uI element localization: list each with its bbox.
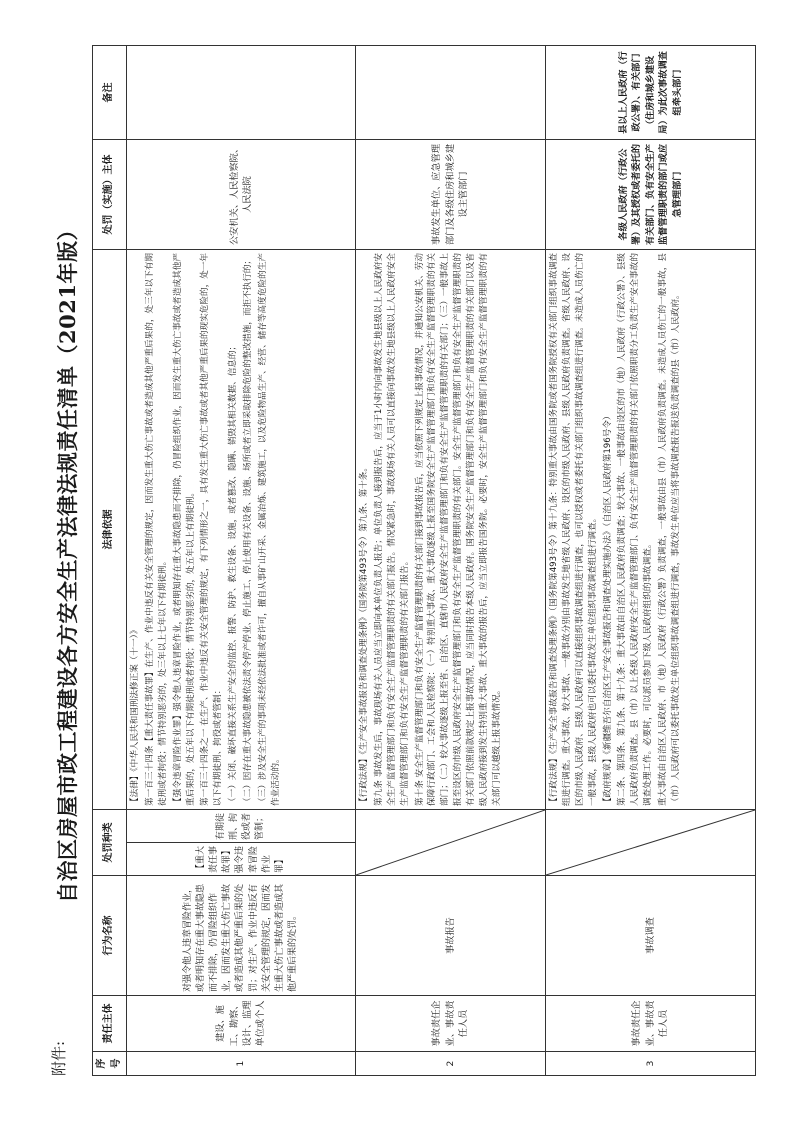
basis-line: 第一百三十四条【重大责任事故罪】在生产、作业中违反有关安全管理的规定，因而发生重大伤亡事故或者造成其他严重后果的，处三年以下有期徒刑或者拘役；情节特别恶劣的，处三年以上七年以下有期徒刑。: [144, 253, 168, 806]
header-basis: 法律依据: [93, 250, 127, 810]
table-row: [546, 46, 756, 1076]
basis-line: 【行政法规】《生产安全事故报告和调查处理条例》（国务院第493号令）第九条、第十条。: [359, 463, 369, 806]
penalty-type-crime: 【重大责任事故罪】强令违章冒险作业罪】: [127, 842, 355, 875]
table-row: [356, 46, 546, 1076]
document-title: 自治区房屋市政工程建设各方安全生产法律法规责任清单（2021年版）: [55, 219, 80, 903]
row-penalty-subject: 各级人民政府（行政公署）及其授权或者委托的有关部门、负有安全生产监督管理职责的部门或应急管理部门: [546, 140, 756, 250]
row-basis: [546, 250, 756, 810]
row-subject: 事故责任企业、事故责任人员: [356, 996, 546, 1052]
basis-line: 【法律】《中华人民共和国刑法修正案（十一）》: [130, 625, 140, 806]
basis-line: （一）关闭、破坏直接关系生产安全的监控、报警、防护、救生设备、设施，或者篡改、隐瞒、销毁其相关数据、信息的；: [228, 341, 239, 806]
row-penalty-type-empty: [356, 810, 546, 876]
header-behavior: 行为名称: [93, 876, 127, 996]
header-penalty-subject: 处罚（实施）主体: [93, 140, 127, 250]
header-penalty-type: 处罚种类: [93, 810, 127, 876]
row-no: 3: [546, 1052, 756, 1076]
row-basis: [127, 250, 356, 810]
header-no: 序号: [93, 1052, 127, 1076]
basis-line: 第一百三十四条之一 在生产、作业中违反有关安全管理的规定，有下列情形之一，具有发生重大伤亡事故或者其他严重后果的现实危险的，处一年以下有期徒刑、拘役或者管制：: [200, 253, 224, 806]
rotated-document-sheet: [46, 46, 746, 1076]
diagonal-slash: [356, 810, 545, 875]
responsibility-table: [92, 45, 756, 1076]
row-penalty-subject: 公安机关、人民检察院、人民法院: [127, 140, 356, 250]
basis-line: 重大事故由自治区人民政府、市（地）人民政府（行政公署）负责调查，一般事故由县（市）人民政府负责调查。未造成人员伤亡的一般事故，县（市）人民政府可以委托事故发生单位组织事故调查组进行调查，事故发生单位应当将事故调查报告报送负责调查的县（市）人民政府。: [658, 253, 682, 806]
row-subject: 建设、施工、勘察、设计、监理单位或个人: [127, 996, 356, 1052]
row-behavior: 事故报告: [356, 876, 546, 996]
basis-line: 【行政法规】《生产安全事故报告和调查处理条例》（国务院第493号令）第十九条：特别重大事故由国务院或者国务院授权有关部门组织事故调查组进行调查。重大事故、较大事故、一般事故分别由事故发生地省级人民政府、设区的市级人民政府、县级人民政府负责调查。省级人民政府、设区的市级人民政府、县级人民政府可以直接组织事故调查组进行调查，也可以授权或者委托有关部门组织事故调查组进行调查。未造成人员伤亡的一般事故，县级人民政府也可以委托事故发生单位组织事故调查组进行调查。: [549, 253, 598, 806]
diagonal-slash: [546, 810, 755, 875]
header-subject: 责任主体: [93, 996, 127, 1052]
row-subject: 事故责任企业、事故责任人员: [546, 996, 756, 1052]
row-remark: [356, 46, 546, 140]
basis-line: （三）涉及安全生产的事项未经依法批准或者许可，擅自从事矿山开采、金属冶炼、建筑施工，以及危险物品生产、经营、储存等高度危险的生产作业活动的。: [258, 253, 281, 806]
basis-line: 【强令违章冒险作业罪】强令他人违章冒险作业，或者明知存在重大事故隐患而不排除，仍冒险组织作业，因而发生重大伤亡事故或者造成其他严重后果的，处五年以下有期徒刑或者拘役；情节特别恶劣的，处五年以上有期徒刑。: [172, 253, 196, 806]
row-remark: [127, 46, 356, 140]
row-behavior: 事故调查: [546, 876, 756, 996]
table-header-row: [93, 46, 127, 1076]
header-remark: 备注: [93, 46, 127, 140]
row-penalty-type: [127, 810, 356, 876]
row-no: 2: [356, 1052, 546, 1076]
row-penalty-subject: 事故发生单位、应急管理部门及各级住房和城乡建设主管部门: [356, 140, 546, 250]
table-row: [127, 46, 356, 1076]
basis-line: 【政府规章】《新疆维吾尔自治区生产安全事故报告和调查处理实施办法》（自治区人民政府第196号令）: [602, 411, 613, 806]
row-no: 1: [127, 1052, 356, 1076]
row-behavior: 对强令他人违章冒险作业，或者明知存在重大事故隐患而不排除，仍冒险组织作业，因而发生重大伤亡事故或者造成其他严重后果的处罚；对生产、作业中违反有关安全管理的规定，因而发生重大伤亡事故或者造成其他严重后果的处罚。: [127, 876, 356, 996]
row-remark: 县以上人民政府（行政公署）、有关部门（住房和城乡建设局）为此次事故调查组牵头部门: [546, 46, 756, 140]
row-penalty-type-empty: [546, 810, 756, 876]
attachment-label: 附件:: [50, 1040, 68, 1076]
basis-line: 第九条 事故发生后，事故现场有关人员应当立即向本单位负责人报告；单位负责人接到报告后，应当于1小时内向事故发生地县级以上人民政府安全生产监督管理部门和负有安全生产监督管理职责的有关部门报告。情况紧急时，事故现场有关人员可以直接向事故发生地县级以上人民政府安全生产监督管理部门和负有安全生产监督管理职责的有关部门报告。: [373, 253, 410, 806]
basis-line: 第二条、第四条、第九条、第十九条：重大事故由自治区人民政府负责调查；较大事故、一般事故由设区的市（地）人民政府（行政公署）、县级人民政府负责调查。县（市）以上各级人民政府安全生产监督管理部门、负有安全生产监督管理职责的有关部门依照职责分工负责生产安全事故的调查处理工作。必要时，可以派员参加下级人民政府组织的事故调查。: [617, 253, 654, 806]
basis-line: （二）因存在重大事故隐患被依法责令停产停业、停止施工、停止使用有关设备、设施、场所或者立即采取排除危险的整改措施，而拒不执行的；: [243, 255, 254, 806]
basis-line: 第十条 安全生产监督管理部门和负有安全生产监督管理职责的有关部门接到事故报告后，应当依照下列规定上报事故情况，并通知公安机关、劳动保障行政部门、工会和人民检察院：（一）特别重大事故、重大事故逐级上报至国务院安全生产监督管理部门和负有安全生产监督管理职责的有关部门；（二）较大事故逐级上报至省、自治区、直辖市人民政府安全生产监督管理部门和负有安全生产监督管理职责的有关部门；（三）一般事故上报至设区的市级人民政府安全生产监督管理部门和负有安全生产监督管理职责的有关部门。安全生产监督管理部门和负有安全生产监督管理职责的有关部门依照前款规定上报事故情况，应当同时报告本级人民政府。国务院安全生产监督管理部门和负有安全生产监督管理职责的有关部门以及省级人民政府接到发生特别重大事故、重大事故的报告后，应当立即报告国务院。必要时，安全生产监督管理部门和负有安全生产监督管理职责的有关部门可以越级上报事故情况。: [414, 253, 502, 806]
penalty-type-sentence: 有期徒刑、拘役或者管制；: [215, 812, 266, 840]
row-basis: [356, 250, 546, 810]
